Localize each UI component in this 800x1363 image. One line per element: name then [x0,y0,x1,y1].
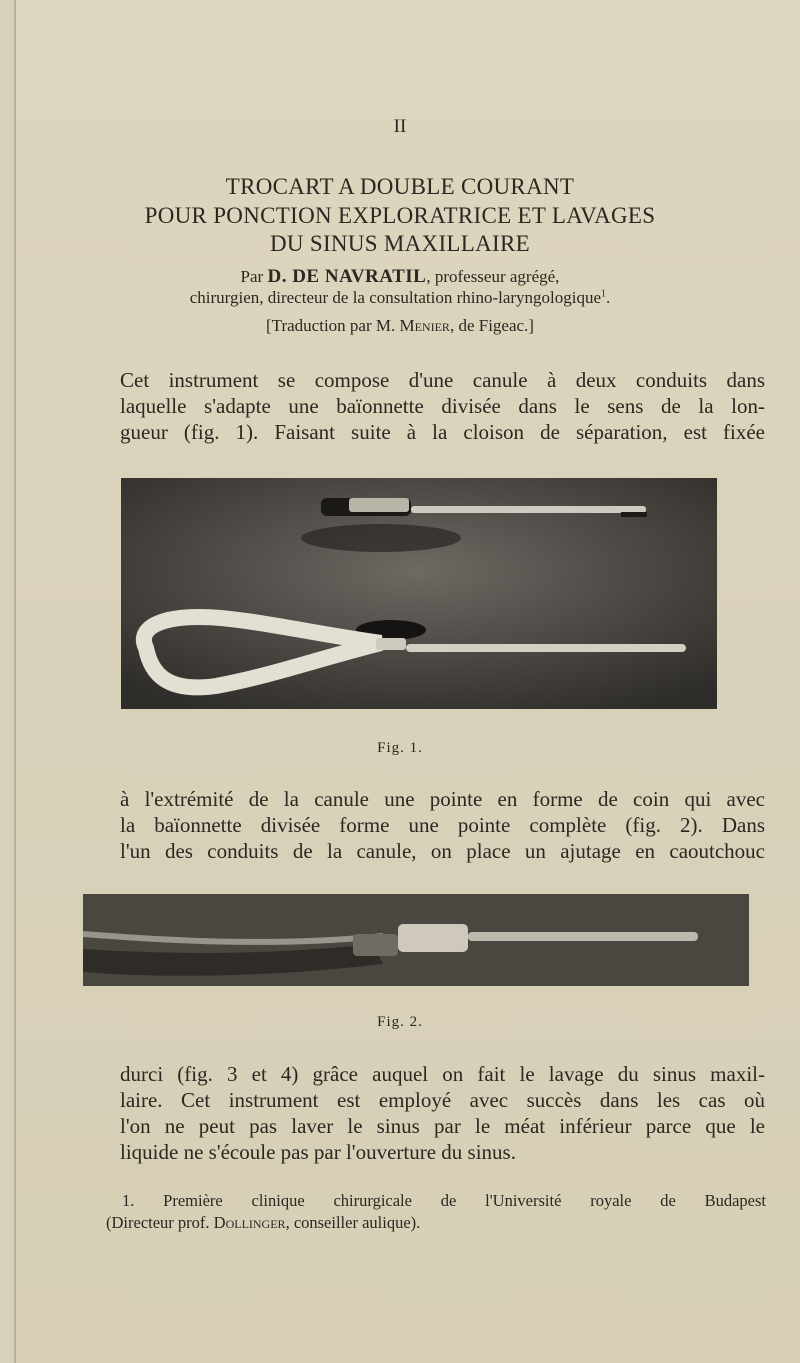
paragraph-line: la baïonnette divisée forme une pointe complète (fig. 2). Dans [120,813,765,837]
footnote-text-1: Première clinique chirurgicale de l'Université royale de Budapest [163,1191,766,1210]
translation-suffix: , de Figeac.] [449,316,534,335]
paragraph-2 [120,786,765,864]
figure-2-caption: Fig. 2. [377,1014,423,1030]
trocar-photo-1 [121,478,717,709]
byline-suffix: , professeur agrégé, [426,267,560,286]
figure-2-photo [83,894,749,986]
paragraph-line: liquide ne s'écoule pas par l'ouverture du sinus. [120,1140,516,1164]
paragraph-line: laquelle s'adapte une baïonnette divisée dans le sens de la lon- [120,394,765,418]
paragraph-line: laire. Cet instrument est employé avec succès dans les cas où [120,1088,765,1112]
footnote-line-1 [106,1190,766,1212]
title-line-3: DU SINUS MAXILLAIRE [270,231,530,256]
footnote-line-2 [106,1212,766,1234]
figure-1-photo [121,478,717,709]
paragraph-line: gueur (fig. 1). Faisant suite à la cloison de séparation, est fixée [120,420,765,444]
translator-name: Menier [399,316,450,335]
page-number: II [393,116,407,137]
footnote-mark: 1 [601,288,607,300]
affiliation-text: chirurgien, directeur de la consultation rhino-laryngologique [189,288,602,307]
byline-prefix: Par [240,267,268,286]
footnote-text-2a: (Directeur prof. [106,1213,214,1232]
paragraph-3 [120,1061,765,1165]
translation-prefix: [Traduction par M. [266,316,400,335]
trocar-photo-2 [83,894,749,986]
translation-credit [0,316,800,336]
author-name: D. DE NAVRATIL [267,266,427,287]
byline [0,266,800,288]
figure-1-caption: Fig. 1. [377,740,423,756]
footnote [106,1190,766,1234]
footnote-name: Dollinger [213,1213,286,1232]
affiliation: chirurgien, directeur de la consultation rhino-laryngologique$^1$. [189,288,611,307]
paragraph-line: durci (fig. 3 et 4) grâce auquel on fait le lavage du sinus maxil- [120,1062,765,1086]
paragraph-1 [120,367,765,445]
paragraph-line: l'un des conduits de la canule, on place un ajutage en caoutchouc [120,839,765,863]
footnote-text-2b: , conseiller aulique). [285,1213,421,1232]
paragraph-line: l'on ne peut pas laver le sinus par le méat inférieur parce que le [120,1114,765,1138]
title-line-2: POUR PONCTION EXPLORATRICE ET LAVAGES [144,203,656,228]
footnote-number: 1. [122,1191,135,1210]
paragraph-line: Cet instrument se compose d'une canule à deux conduits dans [120,368,765,392]
title-line-1: TROCART A DOUBLE COURANT [225,174,575,199]
paragraph-line: à l'extrémité de la canule une pointe en forme de coin qui avec [120,787,765,811]
